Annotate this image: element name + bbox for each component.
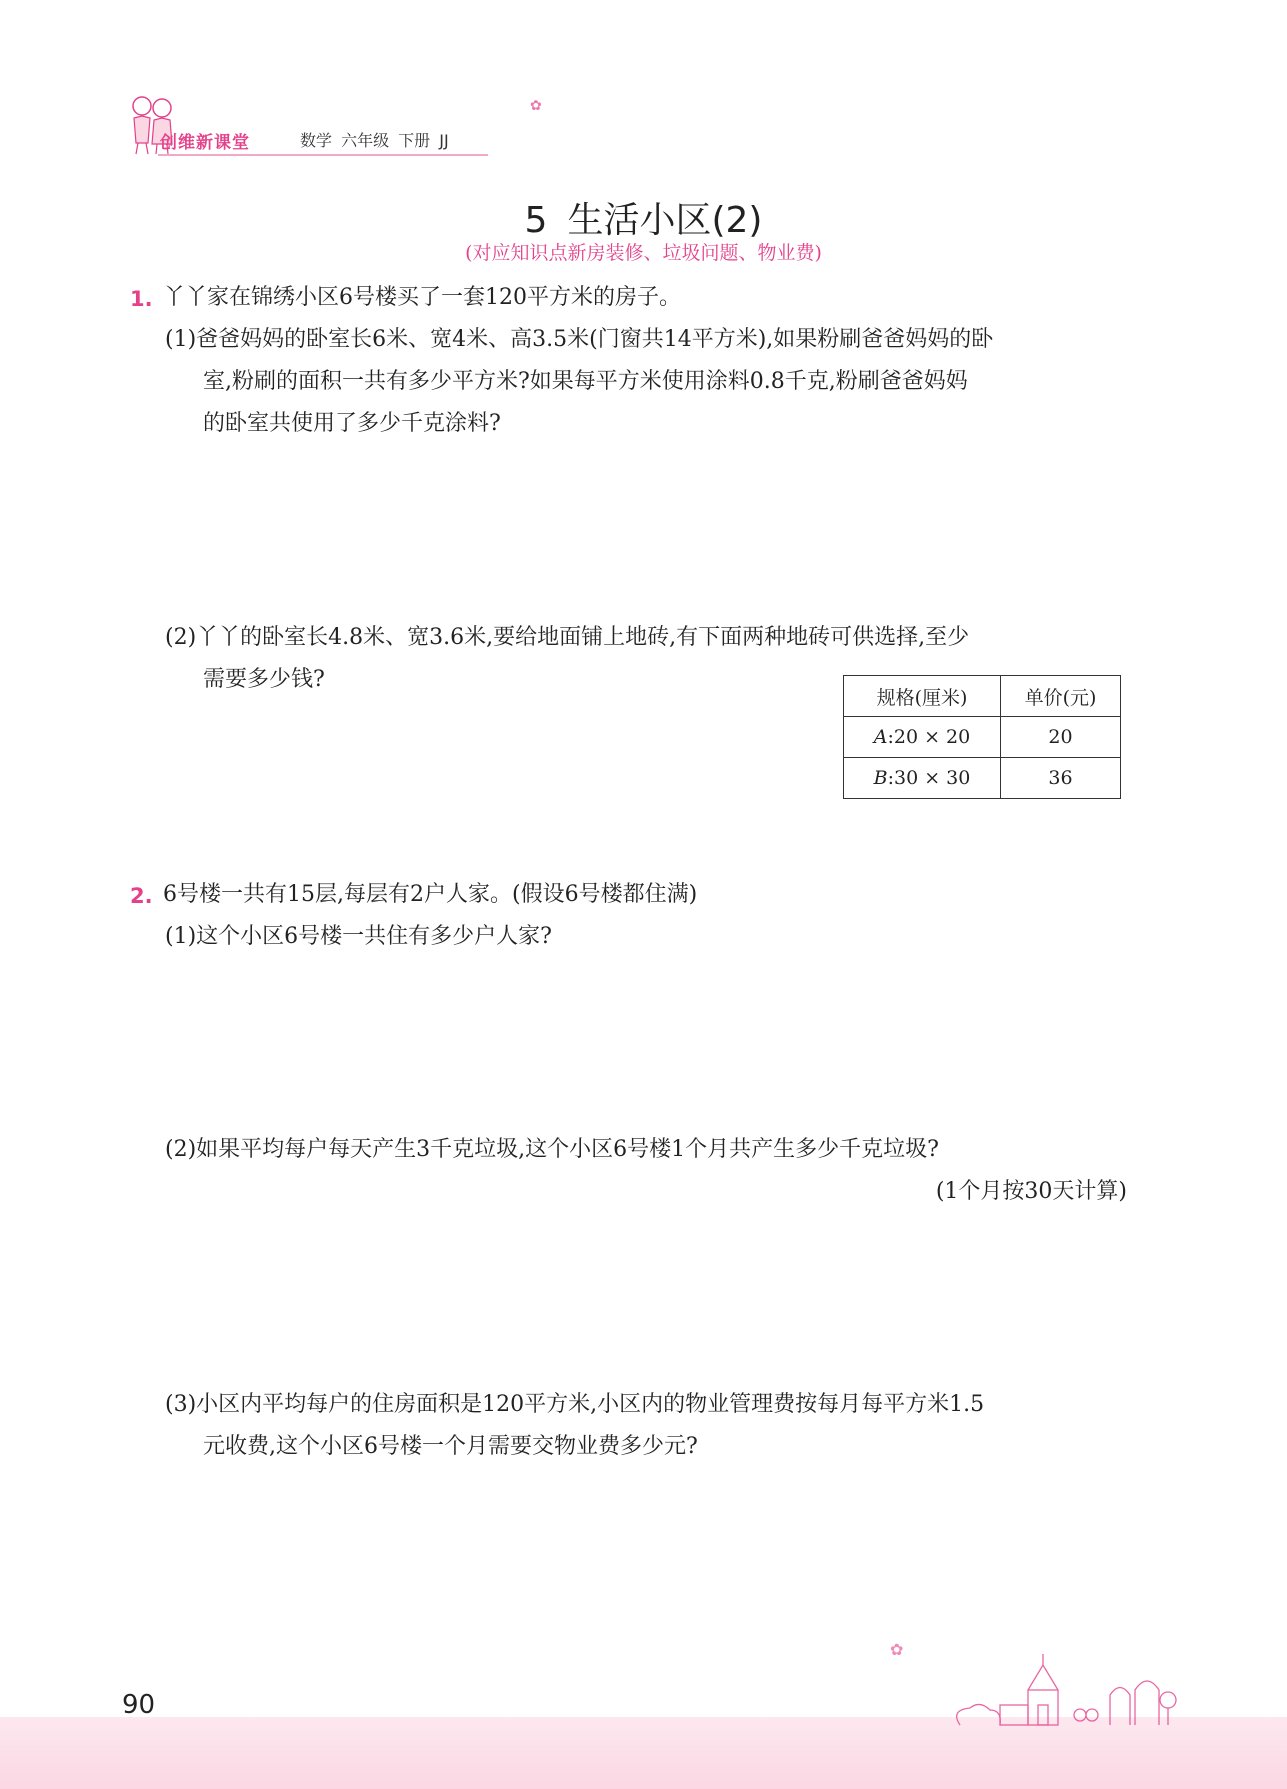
question-2-part2-note: (1个月按30天计算) [935,1179,1127,1204]
table-cell-price: 20 [1001,717,1121,758]
table-header-spec: 规格(厘米) [844,676,1001,717]
subject-label: 数学 六年级 下册 JJ [300,131,449,150]
question-2-intro: 6号楼一共有15层,每层有2户人家。(假设6号楼都住满) [163,882,698,907]
question-1-part2-line2: 需要多少钱? [203,667,325,692]
page-header [122,88,642,158]
flower-icon: ✿ [890,1640,904,1659]
tile-label: A [873,726,888,748]
question-1-part1-line3: 的卧室共使用了多少千克涂料? [203,411,501,436]
tile-label: B [873,767,888,789]
question-2-number: 2. [130,884,153,908]
table-header-row [844,676,1121,717]
question-1-number: 1. [130,287,153,311]
flower-icon: ✿ [530,98,542,114]
tile-size: :30 × 30 [887,767,971,789]
header-divider [158,154,488,156]
question-1-part1-line1: (1)爸爸妈妈的卧室长6米、宽4米、高3.5米(门窗共14平方米),如果粉刷爸爸妈妈的卧 [165,327,994,352]
table-cell-price: 36 [1001,758,1121,799]
question-1-part1-line2: 室,粉刷的面积一共有多少平方米?如果每平方米使用涂料0.8千克,粉刷爸爸妈妈 [203,369,968,394]
page-title [0,192,1287,243]
table-cell-spec [844,758,1001,799]
table-header-price: 单价(元) [1001,676,1121,717]
lesson-number: 5 [524,200,548,241]
page-number: 90 [122,1690,156,1720]
table-row [844,717,1121,758]
question-2-part3-line1: (3)小区内平均每户的住房面积是120平方米,小区内的物业管理费按每月每平方米1.5 [165,1392,985,1417]
question-2-part3-line2: 元收费,这个小区6号楼一个月需要交物业费多少元? [203,1434,698,1459]
castle-illustration-icon [940,1650,1180,1730]
brand-label: 创维新课堂 [160,133,250,153]
question-2-part2: (2)如果平均每户每天产生3千克垃圾,这个小区6号楼1个月共产生多少千克垃圾? [165,1137,939,1162]
tile-spec-table [843,675,1121,799]
tile-size: :20 × 20 [887,726,971,748]
question-2-part1: (1)这个小区6号楼一共住有多少户人家? [165,924,552,949]
table-cell-spec [844,717,1001,758]
table-row [844,758,1121,799]
title-note: (对应知识点新房装修、垃圾问题、物业费) [465,242,822,264]
lesson-title: 生活小区(2) [567,200,763,241]
question-1-part2-line1: (2)丫丫的卧室长4.8米、宽3.6米,要给地面铺上地砖,有下面两种地砖可供选择,至少 [165,625,970,650]
question-1-intro: 丫丫家在锦绣小区6号楼买了一套120平方米的房子。 [163,285,681,310]
